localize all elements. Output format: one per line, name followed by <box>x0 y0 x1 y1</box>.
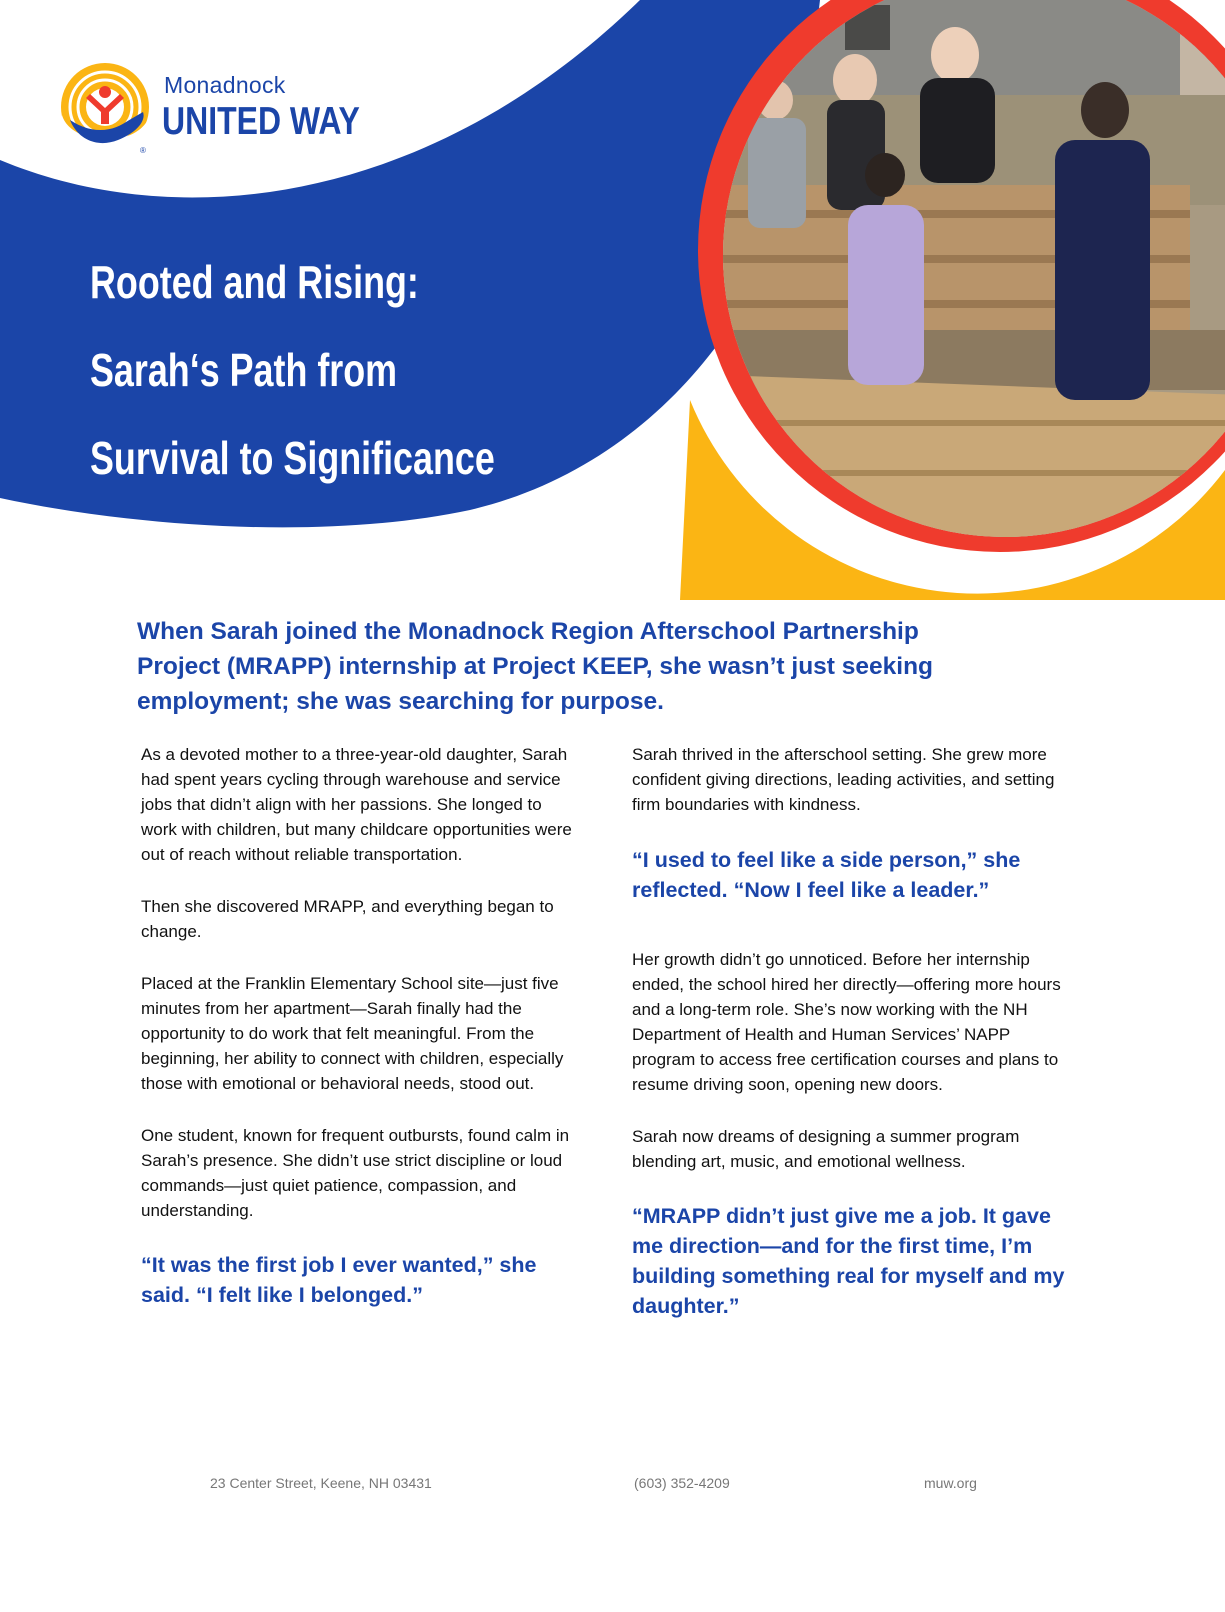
footer-phone: (603) 352-4209 <box>634 1475 730 1491</box>
right-paragraph-2: Her growth didn’t go unnoticed. Before her internship ended, the school hired her directly—offering more hours and a long-term role. She’s now working with the NH Department of Health and Human Services’ NAPP program to access free certification courses and plans to resume driving soon, opening new doors. <box>632 950 1061 1094</box>
left-column <box>141 742 581 1310</box>
logo-text-united-way: UNITED WAY <box>162 100 360 143</box>
right-column <box>632 742 1072 1321</box>
footer <box>0 1475 1225 1499</box>
left-paragraph-1: As a devoted mother to a three-year-old daughter, Sarah had spent years cycling through warehouse and service jobs that didn’t align with her passions. She longed to work with children, but many childcare opportunities were out of reach without reliable transportation. <box>141 745 572 864</box>
title-line-3: Survival to Significance <box>90 432 495 484</box>
left-paragraph-2: Then she discovered MRAPP, and everything began to change. <box>141 897 554 941</box>
right-pull-quote-1: “I used to feel like a side person,” she reflected. “Now I feel like a leader.” <box>632 848 1021 902</box>
left-pull-quote: “It was the first job I ever wanted,” she said. “I felt like I belonged.” <box>141 1253 537 1307</box>
svg-text:®: ® <box>140 146 146 155</box>
title-line-2: Sarah‘s Path from <box>90 344 398 396</box>
lead-paragraph: When Sarah joined the Monadnock Region Afterschool Partnership Project (MRAPP) internship at Project KEEP, she wasn’t just seeking employment; she was searching for purpose. <box>137 618 933 715</box>
footer-address: 23 Center Street, Keene, NH 03431 <box>210 1475 432 1491</box>
title-line-1: Rooted and Rising: <box>90 256 419 308</box>
right-pull-quote-2: “MRAPP didn’t just give me a job. It gave me direction—and for the first time, I’m building something real for myself and my daughter.” <box>632 1204 1065 1318</box>
page-title <box>90 238 496 502</box>
united-way-logo <box>58 60 358 160</box>
left-paragraph-4: One student, known for frequent outbursts, found calm in Sarah’s presence. She didn’t use strict discipline or loud commands—just quiet patience, compassion, and understanding. <box>141 1126 570 1220</box>
left-paragraph-3: Placed at the Franklin Elementary School site—just five minutes from her apartment—Sarah finally had the opportunity to do work that felt meaningful. From the beginning, her ability to connect with children, especially those with emotional or behavioral needs, stood out. <box>141 974 564 1093</box>
united-way-hand-figure-icon <box>58 60 153 155</box>
right-paragraph-1: Sarah thrived in the afterschool setting. She grew more confident giving directions, leading activities, and setting firm boundaries with kindness. <box>632 745 1055 814</box>
right-paragraph-3: Sarah now dreams of designing a summer program blending art, music, and emotional wellness. <box>632 1127 1020 1171</box>
logo-text-monadnock: Monadnock <box>164 72 286 98</box>
footer-website-link[interactable]: muw.org <box>924 1475 977 1491</box>
